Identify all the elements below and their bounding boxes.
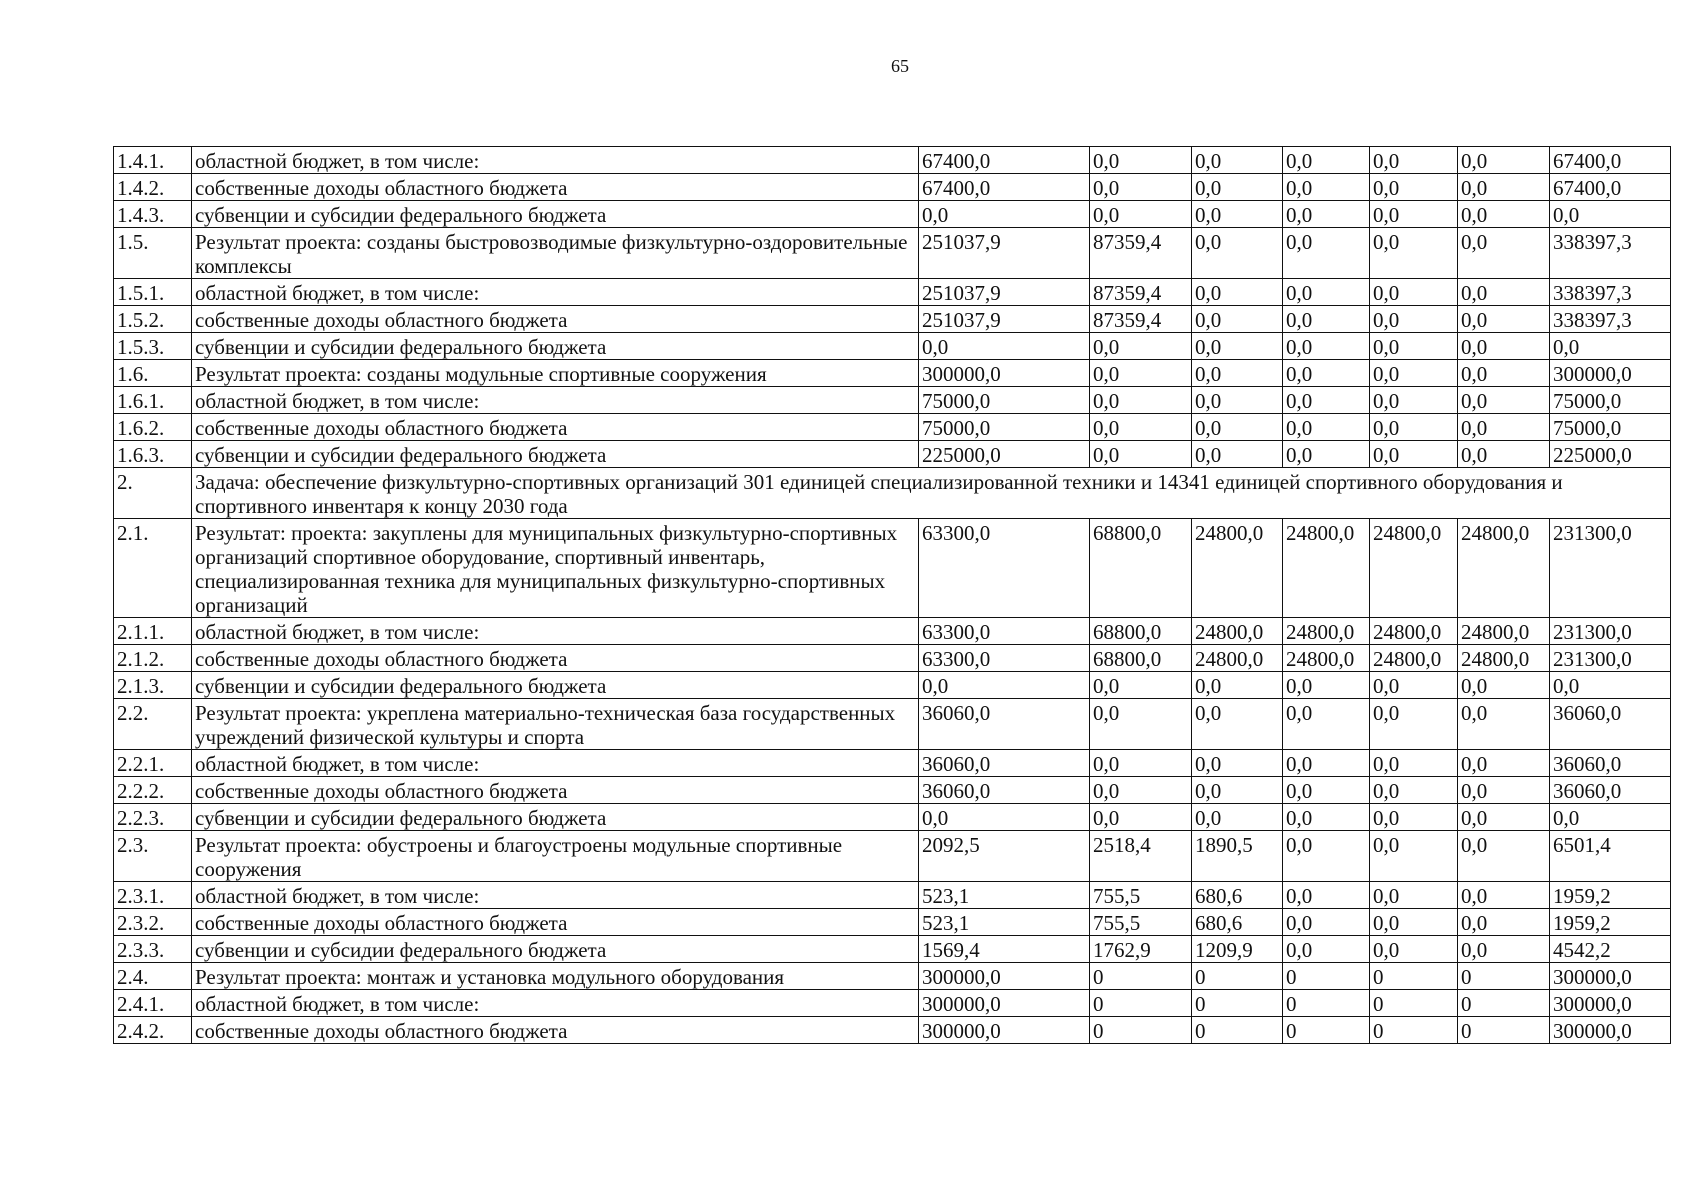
task-description: Задача: обеспечение физкультурно-спортивных организаций 301 единицей специализированной техники и 14341 единицей спортивного оборудования и спортивного инвентаря к концу 2030 года xyxy=(192,468,1671,519)
value-cell: 680,6 xyxy=(1192,882,1283,909)
row-total: 338397,3 xyxy=(1550,279,1671,306)
value-cell: 36060,0 xyxy=(919,699,1090,750)
value-cell: 0,0 xyxy=(1370,909,1458,936)
value-cell: 0,0 xyxy=(1458,279,1550,306)
row-number: 2.1.1. xyxy=(114,618,192,645)
row-description: субвенции и субсидии федерального бюджета xyxy=(192,936,919,963)
value-cell: 251037,9 xyxy=(919,228,1090,279)
budget-table xyxy=(113,146,1671,1044)
value-cell: 225000,0 xyxy=(919,441,1090,468)
value-cell: 0 xyxy=(1283,963,1370,990)
value-cell: 0,0 xyxy=(1192,201,1283,228)
value-cell: 755,5 xyxy=(1090,882,1192,909)
value-cell: 0,0 xyxy=(1458,174,1550,201)
value-cell: 0,0 xyxy=(1283,360,1370,387)
value-cell: 0,0 xyxy=(1370,201,1458,228)
row-total: 36060,0 xyxy=(1550,777,1671,804)
row-description: Результат проекта: созданы модульные спортивные сооружения xyxy=(192,360,919,387)
value-cell: 0,0 xyxy=(919,333,1090,360)
value-cell: 0,0 xyxy=(1370,936,1458,963)
table-row xyxy=(114,519,1671,618)
value-cell: 0,0 xyxy=(1370,831,1458,882)
value-cell: 0,0 xyxy=(1090,672,1192,699)
row-description: собственные доходы областного бюджета xyxy=(192,777,919,804)
value-cell: 0,0 xyxy=(1458,750,1550,777)
value-cell: 0,0 xyxy=(1192,777,1283,804)
value-cell: 87359,4 xyxy=(1090,279,1192,306)
page-number: 65 xyxy=(891,56,909,76)
value-cell: 0 xyxy=(1192,990,1283,1017)
row-number: 2. xyxy=(114,468,192,519)
table-row xyxy=(114,882,1671,909)
value-cell: 0,0 xyxy=(1090,441,1192,468)
value-cell: 0 xyxy=(1458,963,1550,990)
value-cell: 0,0 xyxy=(1192,672,1283,699)
table-row xyxy=(114,777,1671,804)
value-cell: 0,0 xyxy=(1370,750,1458,777)
value-cell: 0,0 xyxy=(1090,201,1192,228)
value-cell: 0 xyxy=(1370,963,1458,990)
value-cell: 0,0 xyxy=(1283,777,1370,804)
value-cell: 87359,4 xyxy=(1090,228,1192,279)
value-cell: 0,0 xyxy=(1090,147,1192,174)
value-cell: 0,0 xyxy=(1192,804,1283,831)
table-row xyxy=(114,909,1671,936)
row-number: 1.5.2. xyxy=(114,306,192,333)
value-cell: 0,0 xyxy=(1458,306,1550,333)
table-row xyxy=(114,201,1671,228)
row-total: 0,0 xyxy=(1550,804,1671,831)
row-number: 2.3.2. xyxy=(114,909,192,936)
value-cell: 0,0 xyxy=(1370,360,1458,387)
value-cell: 0,0 xyxy=(1458,387,1550,414)
table-row xyxy=(114,936,1671,963)
value-cell: 0,0 xyxy=(1458,414,1550,441)
row-description: собственные доходы областного бюджета xyxy=(192,174,919,201)
value-cell: 87359,4 xyxy=(1090,306,1192,333)
row-description: Результат проекта: созданы быстровозводимые физкультурно-оздоровительные комплексы xyxy=(192,228,919,279)
value-cell: 36060,0 xyxy=(919,777,1090,804)
value-cell: 0,0 xyxy=(1458,804,1550,831)
value-cell: 0,0 xyxy=(1283,699,1370,750)
value-cell: 0 xyxy=(1458,1017,1550,1044)
row-number: 2.4. xyxy=(114,963,192,990)
value-cell: 0,0 xyxy=(919,201,1090,228)
value-cell: 24800,0 xyxy=(1370,618,1458,645)
table-row xyxy=(114,963,1671,990)
value-cell: 300000,0 xyxy=(919,990,1090,1017)
value-cell: 24800,0 xyxy=(1283,618,1370,645)
row-description: областной бюджет, в том числе: xyxy=(192,618,919,645)
row-description: Результат проекта: монтаж и установка модульного оборудования xyxy=(192,963,919,990)
row-number: 1.5.3. xyxy=(114,333,192,360)
value-cell: 0,0 xyxy=(1370,333,1458,360)
value-cell: 0,0 xyxy=(1090,414,1192,441)
value-cell: 0,0 xyxy=(1090,174,1192,201)
value-cell: 0 xyxy=(1192,963,1283,990)
value-cell: 68800,0 xyxy=(1090,618,1192,645)
row-total: 36060,0 xyxy=(1550,699,1671,750)
row-number: 2.4.2. xyxy=(114,1017,192,1044)
table-row xyxy=(114,699,1671,750)
table-row xyxy=(114,333,1671,360)
table-row xyxy=(114,831,1671,882)
row-description: Результат: проекта: закуплены для муниципальных физкультурно-спортивных организаций спортивное оборудование, спортивный инвентарь, специализированная техника для муниципальных физкультурно-спортивных организаций xyxy=(192,519,919,618)
row-description: областной бюджет, в том числе: xyxy=(192,882,919,909)
row-total: 75000,0 xyxy=(1550,414,1671,441)
value-cell: 0,0 xyxy=(1370,441,1458,468)
value-cell: 680,6 xyxy=(1192,909,1283,936)
value-cell: 0,0 xyxy=(1283,882,1370,909)
value-cell: 24800,0 xyxy=(1192,519,1283,618)
value-cell: 0,0 xyxy=(1192,699,1283,750)
value-cell: 0,0 xyxy=(1370,306,1458,333)
value-cell: 0,0 xyxy=(1370,387,1458,414)
value-cell: 24800,0 xyxy=(1283,519,1370,618)
row-number: 1.6. xyxy=(114,360,192,387)
value-cell: 1762,9 xyxy=(1090,936,1192,963)
table-row xyxy=(114,279,1671,306)
row-total: 300000,0 xyxy=(1550,360,1671,387)
value-cell: 0,0 xyxy=(1458,882,1550,909)
table-row xyxy=(114,468,1671,519)
row-description: Результат проекта: обустроены и благоустроены модульные спортивные сооружения xyxy=(192,831,919,882)
value-cell: 0,0 xyxy=(1283,228,1370,279)
row-total: 231300,0 xyxy=(1550,645,1671,672)
row-number: 2.4.1. xyxy=(114,990,192,1017)
row-description: областной бюджет, в том числе: xyxy=(192,990,919,1017)
value-cell: 75000,0 xyxy=(919,414,1090,441)
row-description: областной бюджет, в том числе: xyxy=(192,147,919,174)
value-cell: 0,0 xyxy=(1458,441,1550,468)
row-number: 2.2.3. xyxy=(114,804,192,831)
value-cell: 0 xyxy=(1090,963,1192,990)
row-description: субвенции и субсидии федерального бюджета xyxy=(192,804,919,831)
value-cell: 0,0 xyxy=(1192,174,1283,201)
row-description: собственные доходы областного бюджета xyxy=(192,645,919,672)
row-number: 1.4.2. xyxy=(114,174,192,201)
value-cell: 0,0 xyxy=(1192,306,1283,333)
row-total: 36060,0 xyxy=(1550,750,1671,777)
table-row xyxy=(114,414,1671,441)
row-total: 300000,0 xyxy=(1550,963,1671,990)
value-cell: 0,0 xyxy=(1370,174,1458,201)
table-row xyxy=(114,174,1671,201)
row-total: 0,0 xyxy=(1550,672,1671,699)
value-cell: 0,0 xyxy=(1283,306,1370,333)
value-cell: 0,0 xyxy=(1458,936,1550,963)
value-cell: 0,0 xyxy=(919,672,1090,699)
value-cell: 251037,9 xyxy=(919,279,1090,306)
value-cell: 0,0 xyxy=(1090,699,1192,750)
row-number: 1.6.2. xyxy=(114,414,192,441)
value-cell: 0,0 xyxy=(1458,777,1550,804)
value-cell: 0,0 xyxy=(1370,228,1458,279)
value-cell: 0,0 xyxy=(1090,387,1192,414)
value-cell: 0,0 xyxy=(1283,201,1370,228)
value-cell: 24800,0 xyxy=(1458,618,1550,645)
row-number: 2.2. xyxy=(114,699,192,750)
value-cell: 1890,5 xyxy=(1192,831,1283,882)
table-row xyxy=(114,618,1671,645)
value-cell: 63300,0 xyxy=(919,645,1090,672)
table-row xyxy=(114,228,1671,279)
table-row xyxy=(114,147,1671,174)
row-total: 0,0 xyxy=(1550,201,1671,228)
value-cell: 0,0 xyxy=(1370,147,1458,174)
value-cell: 63300,0 xyxy=(919,519,1090,618)
value-cell: 300000,0 xyxy=(919,963,1090,990)
row-number: 1.4.1. xyxy=(114,147,192,174)
value-cell: 67400,0 xyxy=(919,174,1090,201)
value-cell: 2518,4 xyxy=(1090,831,1192,882)
value-cell: 0,0 xyxy=(1458,699,1550,750)
value-cell: 0,0 xyxy=(1192,279,1283,306)
value-cell: 75000,0 xyxy=(919,387,1090,414)
row-total: 338397,3 xyxy=(1550,306,1671,333)
row-description: собственные доходы областного бюджета xyxy=(192,306,919,333)
value-cell: 0,0 xyxy=(1283,147,1370,174)
value-cell: 1569,4 xyxy=(919,936,1090,963)
value-cell: 0,0 xyxy=(1192,414,1283,441)
value-cell: 0,0 xyxy=(1283,441,1370,468)
value-cell: 24800,0 xyxy=(1458,645,1550,672)
value-cell: 0 xyxy=(1090,1017,1192,1044)
value-cell: 0,0 xyxy=(1283,414,1370,441)
value-cell: 0,0 xyxy=(1192,387,1283,414)
value-cell: 24800,0 xyxy=(1370,519,1458,618)
row-description: субвенции и субсидии федерального бюджета xyxy=(192,333,919,360)
table-row xyxy=(114,804,1671,831)
table-row xyxy=(114,360,1671,387)
value-cell: 251037,9 xyxy=(919,306,1090,333)
value-cell: 0,0 xyxy=(1458,831,1550,882)
value-cell: 0,0 xyxy=(1458,672,1550,699)
row-total: 338397,3 xyxy=(1550,228,1671,279)
row-description: собственные доходы областного бюджета xyxy=(192,909,919,936)
value-cell: 0,0 xyxy=(1283,333,1370,360)
value-cell: 0,0 xyxy=(1283,831,1370,882)
row-number: 1.4.3. xyxy=(114,201,192,228)
row-number: 1.6.3. xyxy=(114,441,192,468)
value-cell: 0,0 xyxy=(1090,777,1192,804)
value-cell: 0,0 xyxy=(919,804,1090,831)
value-cell: 0,0 xyxy=(1192,228,1283,279)
row-description: субвенции и субсидии федерального бюджета xyxy=(192,441,919,468)
value-cell: 0,0 xyxy=(1370,672,1458,699)
value-cell: 0,0 xyxy=(1090,333,1192,360)
value-cell: 63300,0 xyxy=(919,618,1090,645)
value-cell: 0,0 xyxy=(1283,279,1370,306)
value-cell: 36060,0 xyxy=(919,750,1090,777)
row-total: 300000,0 xyxy=(1550,990,1671,1017)
row-description: субвенции и субсидии федерального бюджета xyxy=(192,201,919,228)
value-cell: 0 xyxy=(1370,990,1458,1017)
row-number: 1.5.1. xyxy=(114,279,192,306)
row-total: 75000,0 xyxy=(1550,387,1671,414)
value-cell: 0,0 xyxy=(1192,750,1283,777)
row-description: областной бюджет, в том числе: xyxy=(192,387,919,414)
row-total: 225000,0 xyxy=(1550,441,1671,468)
row-number: 2.3.1. xyxy=(114,882,192,909)
value-cell: 0,0 xyxy=(1192,441,1283,468)
value-cell: 0,0 xyxy=(1458,333,1550,360)
row-total: 67400,0 xyxy=(1550,147,1671,174)
value-cell: 0,0 xyxy=(1192,360,1283,387)
value-cell: 24800,0 xyxy=(1458,519,1550,618)
value-cell: 0,0 xyxy=(1458,360,1550,387)
value-cell: 523,1 xyxy=(919,909,1090,936)
table-row xyxy=(114,1017,1671,1044)
row-number: 2.1.2. xyxy=(114,645,192,672)
value-cell: 0,0 xyxy=(1192,333,1283,360)
value-cell: 0,0 xyxy=(1458,147,1550,174)
value-cell: 300000,0 xyxy=(919,1017,1090,1044)
row-total: 4542,2 xyxy=(1550,936,1671,963)
row-description: субвенции и субсидии федерального бюджета xyxy=(192,672,919,699)
value-cell: 0,0 xyxy=(1458,201,1550,228)
value-cell: 0,0 xyxy=(1090,360,1192,387)
value-cell: 0 xyxy=(1283,990,1370,1017)
row-description: областной бюджет, в том числе: xyxy=(192,279,919,306)
table-body xyxy=(114,147,1671,1044)
row-description: собственные доходы областного бюджета xyxy=(192,414,919,441)
row-number: 1.6.1. xyxy=(114,387,192,414)
value-cell: 0,0 xyxy=(1283,387,1370,414)
table-row xyxy=(114,306,1671,333)
value-cell: 68800,0 xyxy=(1090,519,1192,618)
table-row xyxy=(114,750,1671,777)
value-cell: 0,0 xyxy=(1370,699,1458,750)
value-cell: 0,0 xyxy=(1370,882,1458,909)
value-cell: 0 xyxy=(1192,1017,1283,1044)
value-cell: 0,0 xyxy=(1090,804,1192,831)
value-cell: 68800,0 xyxy=(1090,645,1192,672)
row-description: Результат проекта: укреплена материально-техническая база государственных учреждений физической культуры и спорта xyxy=(192,699,919,750)
table-row xyxy=(114,387,1671,414)
row-number: 2.1. xyxy=(114,519,192,618)
value-cell: 0,0 xyxy=(1283,672,1370,699)
value-cell: 0,0 xyxy=(1370,414,1458,441)
row-description: областной бюджет, в том числе: xyxy=(192,750,919,777)
value-cell: 0,0 xyxy=(1283,936,1370,963)
value-cell: 0 xyxy=(1283,1017,1370,1044)
row-number: 2.2.2. xyxy=(114,777,192,804)
row-total: 6501,4 xyxy=(1550,831,1671,882)
value-cell: 0,0 xyxy=(1283,750,1370,777)
value-cell: 0,0 xyxy=(1283,174,1370,201)
table-row xyxy=(114,441,1671,468)
value-cell: 523,1 xyxy=(919,882,1090,909)
row-total: 1959,2 xyxy=(1550,882,1671,909)
table-row xyxy=(114,645,1671,672)
table-row xyxy=(114,990,1671,1017)
value-cell: 24800,0 xyxy=(1192,618,1283,645)
row-total: 231300,0 xyxy=(1550,618,1671,645)
value-cell: 0,0 xyxy=(1283,804,1370,831)
row-number: 2.3. xyxy=(114,831,192,882)
value-cell: 0 xyxy=(1370,1017,1458,1044)
value-cell: 24800,0 xyxy=(1283,645,1370,672)
row-number: 2.1.3. xyxy=(114,672,192,699)
value-cell: 0,0 xyxy=(1458,228,1550,279)
value-cell: 24800,0 xyxy=(1370,645,1458,672)
row-total: 0,0 xyxy=(1550,333,1671,360)
value-cell: 2092,5 xyxy=(919,831,1090,882)
value-cell: 1209,9 xyxy=(1192,936,1283,963)
row-total: 300000,0 xyxy=(1550,1017,1671,1044)
row-total: 231300,0 xyxy=(1550,519,1671,618)
value-cell: 67400,0 xyxy=(919,147,1090,174)
row-total: 1959,2 xyxy=(1550,909,1671,936)
value-cell: 0,0 xyxy=(1370,279,1458,306)
value-cell: 0 xyxy=(1458,990,1550,1017)
value-cell: 0,0 xyxy=(1370,804,1458,831)
value-cell: 0,0 xyxy=(1283,909,1370,936)
value-cell: 0,0 xyxy=(1192,147,1283,174)
value-cell: 0,0 xyxy=(1090,750,1192,777)
value-cell: 0 xyxy=(1090,990,1192,1017)
value-cell: 0,0 xyxy=(1370,777,1458,804)
value-cell: 0,0 xyxy=(1458,909,1550,936)
row-total: 67400,0 xyxy=(1550,174,1671,201)
value-cell: 300000,0 xyxy=(919,360,1090,387)
row-number: 1.5. xyxy=(114,228,192,279)
value-cell: 24800,0 xyxy=(1192,645,1283,672)
value-cell: 755,5 xyxy=(1090,909,1192,936)
table-row xyxy=(114,672,1671,699)
row-number: 2.2.1. xyxy=(114,750,192,777)
row-number: 2.3.3. xyxy=(114,936,192,963)
row-description: собственные доходы областного бюджета xyxy=(192,1017,919,1044)
